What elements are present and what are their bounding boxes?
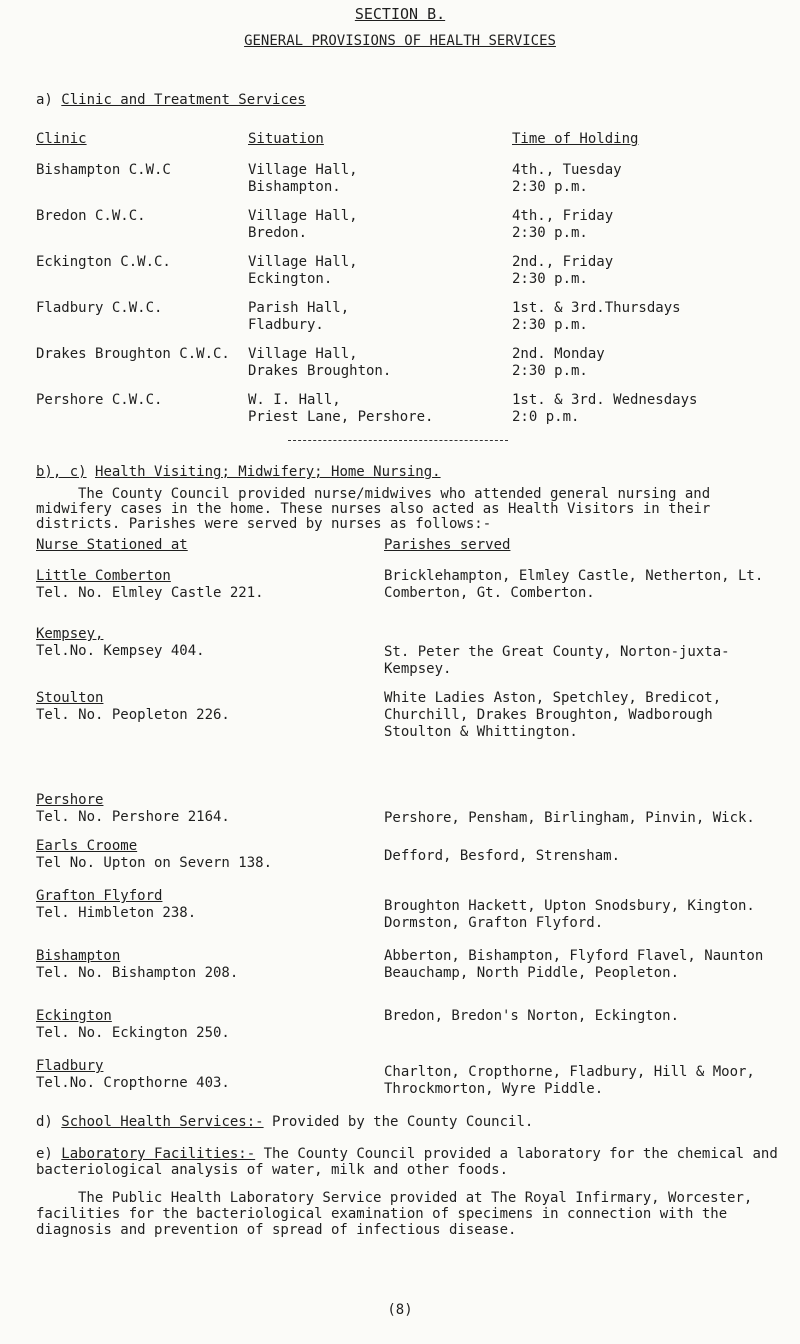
nurse-station: Fladbury Tel.No. Cropthorne 403. [36,1058,230,1091]
clinic-name: Bishampton C.W.C [36,162,171,178]
part-a-heading [36,92,306,109]
clinic-time: 2nd., Friday 2:30 p.m. [512,254,614,287]
nurse-station: Kempsey, Tel.No. Kempsey 404. [36,626,205,659]
part-e-label: e) [36,1146,53,1162]
section-divider [288,440,508,441]
nurse-station: Stoulton Tel. No. Peopleton 226. [36,690,230,723]
parishes-served: Pershore, Pensham, Birlingham, Pinvin, Wick. [384,810,755,826]
clinic-time: 1st. & 3rd.Thursdays 2:30 p.m. [512,300,681,333]
clinic-situation: Parish Hall, Fladbury. [248,300,350,333]
nurse-station: Earls Croome Tel No. Upton on Severn 138. [36,838,273,871]
part-a-title: Clinic and Treatment Services [61,92,306,108]
clinic-time: 4th., Tuesday 2:30 p.m. [512,162,622,195]
part-bc-label: b), c) [36,464,87,480]
part-d-title: School Health Services:- [61,1114,264,1130]
part-bc-title: Health Visiting; Midwifery; Home Nursing. [95,464,441,480]
clinic-name: Pershore C.W.C. [36,392,163,408]
parishes-served: Broughton Hackett, Upton Snodsbury, Kington. Dormston, Grafton Flyford. [384,898,755,931]
parishes-served: Bredon, Bredon's Norton, Eckington. [384,1008,680,1024]
col-header-parishes: Parishes served [384,537,511,553]
nurse-station: Pershore Tel. No. Pershore 2164. [36,792,230,825]
parishes-served: White Ladies Aston, Spetchley, Bredicot, Churchill, Drakes Broughton, Wadborough Stoulton & Whittington. [384,690,722,740]
nurse-station: Grafton Flyford Tel. Himbleton 238. [36,888,197,921]
section-label: SECTION B. [354,5,446,23]
part-d-text: Provided by the County Council. [272,1114,534,1130]
nurse-station: Little Comberton Tel. No. Elmley Castle 221. [36,568,264,601]
clinic-situation: Village Hall, Drakes Broughton. [248,346,392,379]
nurse-station: Eckington Tel. No. Eckington 250. [36,1008,230,1041]
clinic-name: Drakes Broughton C.W.C. [36,346,230,362]
parishes-served: Abberton, Bishampton, Flyford Flavel, Naunton Beauchamp, North Piddle, Peopleton. [384,948,764,981]
clinic-situation: Village Hall, Bishampton. [248,162,358,195]
part-e-text-1: The County Council provided a laboratory for the chemical and bacteriological analysis of water, milk and other foods. [36,1146,778,1178]
part-e-title: Laboratory Facilities:- [61,1146,256,1162]
clinic-time: 2nd. Monday 2:30 p.m. [512,346,605,379]
page-number: (8) [387,1302,413,1318]
parishes-served: St. Peter the Great County, Norton-juxta-Kempsey. [384,644,730,677]
clinic-time: 4th., Friday 2:30 p.m. [512,208,614,241]
col-header-nurse-station: Nurse Stationed at [36,537,188,553]
part-d [36,1114,533,1131]
col-header-time: Time of Holding [512,131,639,147]
clinic-situation: Village Hall, Eckington. [248,254,358,287]
part-a-label: a) [36,92,53,108]
clinic-situation: W. I. Hall, Priest Lane, Pershore. [248,392,434,425]
clinic-name: Eckington C.W.C. [36,254,171,270]
part-d-label: d) [36,1114,53,1130]
col-header-clinic: Clinic [36,131,87,147]
part-e-para-1 [36,1146,788,1178]
clinic-name: Bredon C.W.C. [36,208,146,224]
part-bc-heading [36,464,441,481]
page-title: GENERAL PROVISIONS OF HEALTH SERVICES [244,33,556,49]
part-bc-intro: The County Council provided nurse/midwives who attended general nursing and midwifery cases in the home. These nurses also acted as Health Visitors in their districts. Parishes were served by nurses as follows:- [36,486,711,532]
clinic-time: 1st. & 3rd. Wednesdays 2:0 p.m. [512,392,698,425]
parishes-served: Defford, Besford, Strensham. [384,848,621,864]
clinic-name: Fladbury C.W.C. [36,300,163,316]
part-e-para-2: The Public Health Laboratory Service provided at The Royal Infirmary, Worcester, facilities for the bacteriological examination of specimens in connection with the diagnosis and prevention of spread of infectious disease. [36,1190,753,1238]
nurse-station: Bishampton Tel. No. Bishampton 208. [36,948,239,981]
col-header-situation: Situation [248,131,324,147]
clinic-situation: Village Hall, Bredon. [248,208,358,241]
parishes-served: Charlton, Cropthorne, Fladbury, Hill & Moor, Throckmorton, Wyre Piddle. [384,1064,755,1097]
parishes-served: Bricklehampton, Elmley Castle, Netherton, Lt. Comberton, Gt. Comberton. [384,568,764,601]
